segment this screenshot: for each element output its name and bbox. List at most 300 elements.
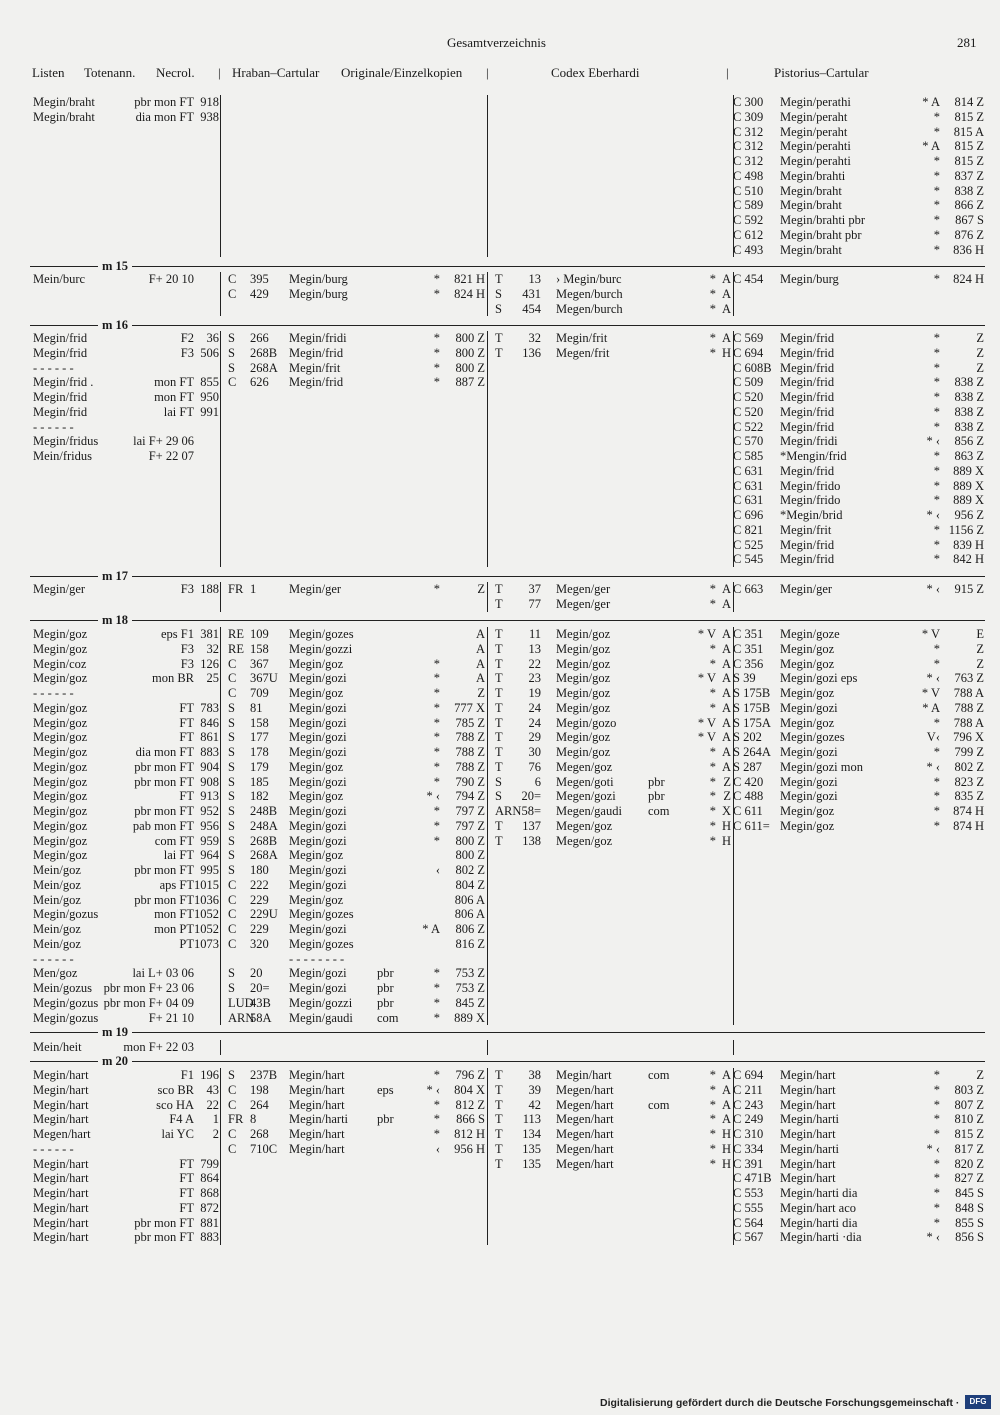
listen-number: 938 bbox=[200, 109, 219, 124]
hraban-number: 248B bbox=[250, 804, 278, 818]
codex-mark: * bbox=[709, 345, 716, 360]
pistorius-code: C 555 bbox=[733, 1200, 764, 1215]
hraban-number: 180 bbox=[250, 863, 269, 877]
pistorius-name: Megin/frido bbox=[780, 493, 841, 508]
listen-source: FT bbox=[179, 1171, 194, 1186]
pistorius-name: Megin/brahti pbr bbox=[780, 213, 866, 227]
listen-source: mon PT bbox=[154, 922, 194, 936]
pistorius-name: Megin/gozi bbox=[780, 745, 838, 759]
listen-number: 126 bbox=[200, 656, 219, 671]
hraban-date: 800 Z bbox=[455, 360, 485, 375]
pistorius-date: 815 Z bbox=[954, 109, 984, 124]
listen-source: lai F+ 29 06 bbox=[133, 434, 194, 449]
pistorius-mark: * A bbox=[922, 139, 940, 154]
codex-name: Megin/goz bbox=[556, 686, 611, 700]
hraban-name: Megin/gozes bbox=[289, 627, 354, 641]
listen-name: Megin/hart bbox=[33, 1068, 89, 1082]
listen-number: 864 bbox=[200, 1171, 219, 1186]
pistorius-code: C 585 bbox=[733, 449, 764, 463]
pistorius-mark: * bbox=[933, 390, 940, 404]
hraban-number: 222 bbox=[250, 877, 269, 892]
listen-name: Men/goz bbox=[33, 966, 78, 981]
pistorius-date: 842 H bbox=[953, 552, 984, 567]
listen-name: Mein/goz bbox=[33, 922, 81, 936]
listen-name: Mein/burc bbox=[33, 272, 86, 286]
codex-code: T bbox=[495, 1097, 503, 1112]
listen-name: Mein/goz bbox=[33, 877, 81, 892]
pistorius-code: C 391 bbox=[733, 1156, 764, 1171]
hraban-code: C bbox=[228, 656, 237, 671]
pistorius-date: 807 Z bbox=[954, 1097, 984, 1112]
pistorius-code: C 694 bbox=[733, 345, 764, 360]
codex-name: Megen/burch bbox=[556, 301, 623, 316]
listen-name: Mein/goz bbox=[33, 863, 81, 877]
pistorius-date: Z bbox=[976, 641, 984, 656]
codex-name: Megin/goz bbox=[556, 656, 611, 671]
listen-number: 904 bbox=[200, 759, 219, 774]
hraban-name: Megin/gozi bbox=[289, 863, 347, 877]
listen-number: 1036 bbox=[194, 892, 219, 907]
hraban-mark: * bbox=[433, 774, 440, 789]
listen-number: 959 bbox=[200, 833, 219, 848]
codex-name: Megin/goz bbox=[556, 700, 611, 715]
pistorius-name: Megin/harti dia bbox=[780, 1215, 858, 1230]
pistorius-name: Megin/gozi eps bbox=[780, 671, 858, 686]
hraban-code: S bbox=[228, 981, 235, 995]
hraban-name: Megin/gozi bbox=[289, 981, 347, 995]
listen-source: F1 bbox=[180, 1068, 194, 1082]
codex-number: 38 bbox=[528, 1068, 541, 1082]
codex-letter: A bbox=[721, 759, 731, 774]
hraban-name: Megin/harti bbox=[289, 1112, 349, 1127]
codex-letter: A bbox=[721, 1097, 731, 1112]
listen-source: lai L+ 03 06 bbox=[132, 966, 194, 981]
listen-number: 506 bbox=[200, 345, 219, 360]
hraban-date: A bbox=[475, 641, 485, 656]
hraban-number: 429 bbox=[250, 286, 269, 301]
hraban-date: 887 Z bbox=[455, 375, 485, 390]
codex-letter: A bbox=[721, 641, 731, 656]
codex-name: Megen/goz bbox=[556, 759, 613, 774]
pistorius-name: Megin/goz bbox=[780, 686, 835, 700]
codex-mark: * bbox=[709, 1127, 716, 1141]
codex-mark: * bbox=[709, 1082, 716, 1097]
hraban-number: 268A bbox=[250, 848, 278, 863]
pistorius-code: C 309 bbox=[733, 109, 764, 124]
listen-source: FT bbox=[179, 1156, 194, 1171]
pistorius-mark: * bbox=[933, 360, 940, 375]
codex-name: Megin/goz bbox=[556, 641, 611, 656]
codex-mark: * bbox=[709, 833, 716, 848]
hraban-code: S bbox=[228, 700, 235, 715]
pistorius-date: 839 H bbox=[953, 537, 984, 552]
codex-name: Megen/hart bbox=[556, 1112, 614, 1127]
hraban-role: com bbox=[377, 1010, 399, 1025]
hraban-mark: * bbox=[433, 730, 440, 745]
pistorius-name: Megin/frit bbox=[780, 522, 832, 537]
hraban-number: 320 bbox=[250, 936, 269, 951]
listen-source: F3 bbox=[180, 582, 194, 596]
codex-code: T bbox=[495, 671, 503, 686]
hraban-name: Megin/goz bbox=[289, 892, 344, 907]
hraban-number: 266 bbox=[250, 331, 269, 345]
codex-name: Megin/frit bbox=[556, 331, 608, 345]
codex-code: T bbox=[495, 715, 503, 730]
column-rule bbox=[220, 582, 221, 612]
hraban-date: 753 Z bbox=[455, 981, 485, 995]
hraban-date: 788 Z bbox=[455, 730, 485, 745]
group-label: m 17 bbox=[98, 569, 132, 583]
codex-number: 42 bbox=[528, 1097, 541, 1112]
hraban-mark: * bbox=[433, 656, 440, 671]
pistorius-name: Megin/goz bbox=[780, 641, 835, 656]
hraban-code: LUD bbox=[228, 995, 254, 1010]
pistorius-mark: * bbox=[933, 818, 940, 833]
column-header-listen: Listen bbox=[32, 65, 65, 80]
pistorius-date: 915 Z bbox=[954, 582, 984, 596]
pistorius-date: 867 S bbox=[955, 213, 984, 227]
pistorius-mark: * A bbox=[922, 95, 940, 109]
pistorius-date: Z bbox=[976, 345, 984, 360]
codex-role: pbr bbox=[648, 789, 665, 804]
codex-code: T bbox=[495, 1156, 503, 1171]
pistorius-mark: * bbox=[933, 1171, 940, 1186]
codex-letter: A bbox=[721, 286, 731, 301]
pistorius-code: C 312 bbox=[733, 124, 764, 139]
listen-number: 196 bbox=[200, 1068, 219, 1082]
pistorius-name: Megin/goz bbox=[780, 656, 835, 671]
listen-source: lai FT bbox=[163, 848, 194, 863]
hraban-code: S bbox=[228, 804, 235, 818]
pistorius-date: 788 Z bbox=[954, 700, 984, 715]
hraban-name: Megin/frit bbox=[289, 360, 341, 375]
listen-name: Megin/fridus bbox=[33, 434, 99, 449]
section-rule bbox=[30, 620, 985, 621]
pistorius-mark: * V bbox=[921, 686, 940, 700]
listen-source: F3 bbox=[180, 656, 194, 671]
hraban-date: A bbox=[475, 671, 485, 686]
listen-source: sco BR bbox=[157, 1082, 194, 1097]
pistorius-date: 827 Z bbox=[954, 1171, 984, 1186]
pistorius-mark: * bbox=[933, 1082, 940, 1097]
listen-name: Mein/goz bbox=[33, 936, 81, 951]
listen-source: lai YC bbox=[161, 1127, 194, 1141]
hraban-code: C bbox=[228, 907, 237, 922]
listen-number: 2 bbox=[212, 1127, 219, 1141]
codex-number: 76 bbox=[528, 759, 541, 774]
pistorius-date: 889 X bbox=[953, 478, 984, 493]
hraban-name: Megin/gozi bbox=[289, 818, 347, 833]
codex-mark: * V bbox=[697, 671, 716, 686]
hraban-number: 367U bbox=[250, 671, 278, 686]
hraban-number: 367 bbox=[250, 656, 269, 671]
pistorius-mark: * bbox=[933, 183, 940, 198]
pistorius-mark: * ‹ bbox=[926, 759, 940, 774]
listen-source: pbr mon FT bbox=[134, 892, 194, 907]
listen-number: 188 bbox=[200, 582, 219, 596]
pistorius-name: Megin/frid bbox=[780, 390, 835, 404]
pistorius-name: Megin/ger bbox=[780, 582, 833, 596]
listen-name: Megin/gozus bbox=[33, 907, 99, 922]
hraban-name: Megin/gozes bbox=[289, 907, 354, 922]
hraban-number: 264 bbox=[250, 1097, 269, 1112]
listen-number: 918 bbox=[200, 95, 219, 109]
pistorius-date: 820 Z bbox=[954, 1156, 984, 1171]
listen-source: F+ 22 07 bbox=[148, 449, 194, 463]
pistorius-date: 838 Z bbox=[954, 375, 984, 390]
pistorius-name: Megin/hart bbox=[780, 1171, 836, 1186]
hraban-code: S bbox=[228, 789, 235, 804]
column-rule bbox=[220, 1040, 221, 1055]
group-label: m 19 bbox=[98, 1025, 132, 1039]
codex-name: Megen/gozi bbox=[556, 789, 616, 804]
listen-number: 868 bbox=[200, 1186, 219, 1200]
listen-source: dia mon FT bbox=[135, 109, 194, 124]
pistorius-date: 876 Z bbox=[954, 227, 984, 242]
pistorius-mark: * bbox=[933, 449, 940, 463]
hraban-mark: * bbox=[433, 1068, 440, 1082]
listen-source: FT bbox=[179, 1200, 194, 1215]
pistorius-name: Megin/goz bbox=[780, 804, 835, 818]
codex-number: 20= bbox=[521, 789, 541, 804]
hraban-name: Megin/gozes bbox=[289, 936, 354, 951]
hraban-mark: * A bbox=[422, 922, 440, 936]
hraban-date: 800 Z bbox=[455, 345, 485, 360]
column-separator: | bbox=[726, 65, 729, 80]
pistorius-mark: * bbox=[933, 345, 940, 360]
codex-role: com bbox=[648, 1068, 670, 1082]
column-rule bbox=[487, 272, 488, 316]
listen-name: Megin/goz bbox=[33, 671, 88, 686]
pistorius-name: Megin/hart aco bbox=[780, 1200, 857, 1215]
section-rule bbox=[30, 1061, 985, 1062]
listen-number: 881 bbox=[200, 1215, 219, 1230]
hraban-number: 81 bbox=[250, 700, 263, 715]
pistorius-name: Megin/goz bbox=[780, 818, 835, 833]
hraban-mark: * bbox=[433, 360, 440, 375]
listen-name: - - - - - - bbox=[33, 1141, 74, 1156]
pistorius-code: C 631 bbox=[733, 493, 764, 508]
listen-name: Megin/hart bbox=[33, 1200, 89, 1215]
hraban-code: S bbox=[228, 848, 235, 863]
pistorius-name: Megin/perahti bbox=[780, 139, 851, 154]
hraban-name: Megin/hart bbox=[289, 1141, 345, 1156]
hraban-name: Megin/gozi bbox=[289, 966, 347, 981]
listen-name: Megin/frid bbox=[33, 331, 88, 345]
hraban-number: 248A bbox=[250, 818, 278, 833]
codex-code: T bbox=[495, 582, 503, 596]
listen-name: Megin/goz bbox=[33, 759, 88, 774]
pistorius-name: Megin/peraht bbox=[780, 109, 848, 124]
listen-number: 1 bbox=[212, 1112, 219, 1127]
pistorius-mark: * bbox=[933, 227, 940, 242]
pistorius-name: Megin/gozi bbox=[780, 774, 838, 789]
codex-mark: * bbox=[709, 1068, 716, 1082]
pistorius-name: Megin/hart bbox=[780, 1127, 836, 1141]
column-rule bbox=[487, 627, 488, 1025]
pistorius-date: 803 Z bbox=[954, 1082, 984, 1097]
pistorius-date: 956 Z bbox=[954, 508, 984, 522]
pistorius-code: S 175B bbox=[733, 686, 771, 700]
codex-number: 137 bbox=[522, 818, 541, 833]
codex-number: 58= bbox=[521, 804, 541, 818]
codex-code: T bbox=[495, 1068, 503, 1082]
pistorius-name: Megin/harti dia bbox=[780, 1186, 858, 1200]
listen-source: FT bbox=[179, 730, 194, 745]
codex-letter: Z bbox=[723, 789, 731, 804]
listen-name: Megin/goz bbox=[33, 789, 88, 804]
pistorius-code: C 567 bbox=[733, 1230, 764, 1245]
hraban-date: 812 Z bbox=[455, 1097, 485, 1112]
hraban-name: Megin/frid bbox=[289, 375, 344, 390]
pistorius-date: 838 Z bbox=[954, 183, 984, 198]
codex-number: 136 bbox=[522, 345, 541, 360]
pistorius-name: Megin/braht pbr bbox=[780, 227, 862, 242]
pistorius-date: 810 Z bbox=[954, 1112, 984, 1127]
pistorius-mark: * bbox=[933, 537, 940, 552]
pistorius-date: 836 H bbox=[953, 242, 984, 257]
listen-name: Mein/gozus bbox=[33, 981, 93, 995]
pistorius-mark: * ‹ bbox=[926, 434, 940, 449]
codex-mark: * bbox=[709, 272, 716, 286]
hraban-date: 788 Z bbox=[455, 745, 485, 759]
column-rule bbox=[733, 272, 734, 316]
codex-mark: * bbox=[709, 582, 716, 596]
codex-name: Megen/ger bbox=[556, 596, 611, 611]
pistorius-code: C 631 bbox=[733, 463, 764, 478]
codex-number: 23 bbox=[528, 671, 541, 686]
codex-letter: H bbox=[721, 1141, 731, 1156]
pistorius-mark: * bbox=[933, 198, 940, 213]
pistorius-mark: * bbox=[933, 478, 940, 493]
hraban-number: 395 bbox=[250, 272, 269, 286]
codex-code: T bbox=[495, 700, 503, 715]
listen-name: Mein/goz bbox=[33, 892, 81, 907]
codex-number: 24 bbox=[528, 700, 541, 715]
listen-number: 872 bbox=[200, 1200, 219, 1215]
codex-number: 6 bbox=[534, 774, 541, 789]
codex-number: 135 bbox=[522, 1141, 541, 1156]
column-rule bbox=[733, 95, 734, 257]
pistorius-date: 856 Z bbox=[954, 434, 984, 449]
column-rule bbox=[220, 95, 221, 257]
listen-name: Megin/frid . bbox=[33, 375, 94, 390]
hraban-mark: * bbox=[433, 1112, 440, 1127]
listen-source: pbr mon FT bbox=[134, 804, 194, 818]
listen-source: mon FT bbox=[154, 907, 194, 922]
pistorius-mark: * ‹ bbox=[926, 582, 940, 596]
hraban-mark: * bbox=[433, 966, 440, 981]
pistorius-code: C 522 bbox=[733, 419, 764, 434]
listen-name: Megin/frid bbox=[33, 390, 88, 404]
pistorius-mark: * bbox=[933, 493, 940, 508]
column-rule bbox=[733, 627, 734, 1025]
hraban-date: 806 A bbox=[454, 892, 485, 907]
pistorius-code: C 612 bbox=[733, 227, 764, 242]
hraban-code: S bbox=[228, 1068, 235, 1082]
hraban-code: C bbox=[228, 1097, 237, 1112]
codex-number: 22 bbox=[528, 656, 541, 671]
codex-mark: * bbox=[709, 331, 716, 345]
codex-name: Megen/hart bbox=[556, 1156, 614, 1171]
hraban-date: 788 Z bbox=[455, 759, 485, 774]
hraban-mark: * bbox=[433, 286, 440, 301]
codex-letter: A bbox=[721, 331, 731, 345]
pistorius-code: C 493 bbox=[733, 242, 764, 257]
codex-name: Megin/goz bbox=[556, 627, 611, 641]
hraban-role: pbr bbox=[377, 995, 394, 1010]
hraban-code: C bbox=[228, 272, 237, 286]
pistorius-date: 815 Z bbox=[954, 154, 984, 168]
hraban-number: 268 bbox=[250, 1127, 269, 1141]
codex-code: T bbox=[495, 833, 503, 848]
listen-source: F2 bbox=[180, 331, 194, 345]
hraban-mark: ‹ bbox=[435, 1141, 440, 1156]
codex-number: 135 bbox=[522, 1156, 541, 1171]
hraban-mark: * bbox=[433, 833, 440, 848]
column-header-hraban: Hraban–Cartular bbox=[232, 65, 320, 80]
hraban-date: 777 X bbox=[454, 700, 485, 715]
hraban-mark: * ‹ bbox=[426, 789, 440, 804]
listen-number: 381 bbox=[200, 627, 219, 641]
codex-letter: A bbox=[721, 272, 731, 286]
codex-code: T bbox=[495, 641, 503, 656]
hraban-date: A bbox=[475, 627, 485, 641]
codex-letter: A bbox=[721, 715, 731, 730]
hraban-mark: * bbox=[433, 582, 440, 596]
codex-number: 30 bbox=[528, 745, 541, 759]
pistorius-mark: * bbox=[933, 552, 940, 567]
hraban-number: 1 bbox=[250, 582, 257, 596]
listen-name: Megin/goz bbox=[33, 745, 88, 759]
hraban-name: Megin/burg bbox=[289, 286, 348, 301]
codex-mark: * V bbox=[697, 730, 716, 745]
codex-name: Megin/gozo bbox=[556, 715, 617, 730]
pistorius-date: 796 X bbox=[953, 730, 984, 745]
hraban-name: Megin/hart bbox=[289, 1068, 345, 1082]
pistorius-mark: * bbox=[933, 168, 940, 183]
section-rule bbox=[30, 266, 985, 267]
listen-name: - - - - - - bbox=[33, 951, 74, 966]
codex-name: Megen/burch bbox=[556, 286, 623, 301]
listen-name: Megin/ger bbox=[33, 582, 86, 596]
listen-number: 799 bbox=[200, 1156, 219, 1171]
listen-number: 952 bbox=[200, 804, 219, 818]
listen-name: - - - - - - bbox=[33, 360, 74, 375]
codex-code: T bbox=[495, 818, 503, 833]
hraban-code: S bbox=[228, 966, 235, 981]
column-rule bbox=[733, 1068, 734, 1245]
listen-source: FT bbox=[179, 1186, 194, 1200]
pistorius-code: C 488 bbox=[733, 789, 764, 804]
listen-source: FT bbox=[179, 700, 194, 715]
pistorius-name: Megin/frid bbox=[780, 375, 835, 390]
codex-letter: A bbox=[721, 656, 731, 671]
hraban-code: FR bbox=[228, 582, 244, 596]
pistorius-date: Z bbox=[976, 1068, 984, 1082]
pistorius-mark: * bbox=[933, 1097, 940, 1112]
hraban-number: 20= bbox=[250, 981, 270, 995]
codex-number: 431 bbox=[522, 286, 541, 301]
listen-source: PT bbox=[179, 936, 194, 951]
pistorius-name: Megin/brahti bbox=[780, 168, 846, 183]
hraban-number: 626 bbox=[250, 375, 269, 390]
listen-source: pbr mon FT bbox=[134, 759, 194, 774]
hraban-code: C bbox=[228, 686, 237, 700]
codex-number: 134 bbox=[522, 1127, 541, 1141]
hraban-number: 710C bbox=[250, 1141, 278, 1156]
pistorius-code: C 249 bbox=[733, 1112, 764, 1127]
